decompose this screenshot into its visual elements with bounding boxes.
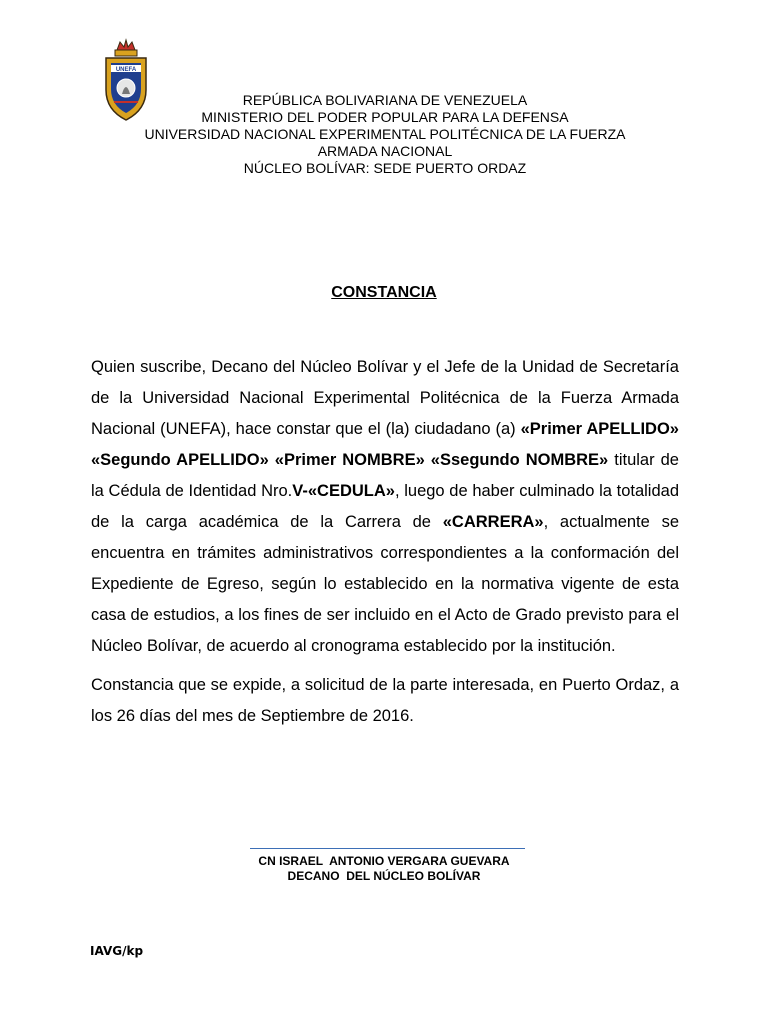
body-text-segment: Quien suscribe, Decano del Núcleo Bolívar y el Jefe de la Unidad de Secretaría de la Universidad Nacional Experimental Politécnica de la Fuerza Armada Nacional (UNEFA), hace constar que el (la) ciudadano (a) xyxy=(91,358,679,438)
document-body xyxy=(91,352,679,732)
header-line-5: NÚCLEO BOLÍVAR: SEDE PUERTO ORDAZ xyxy=(243,160,527,176)
body-paragraph-1 xyxy=(91,352,679,662)
field-cedula: V-«CEDULA» xyxy=(292,482,395,500)
signatory-position: DECANO DEL NÚCLEO BOLÍVAR xyxy=(287,869,481,883)
signature-block xyxy=(200,854,568,884)
body-text-segment: titular de la Cédula de Identidad Nro. xyxy=(91,451,679,500)
crown-top xyxy=(117,40,135,50)
field-primer-nombre: «Primer NOMBRE» xyxy=(274,451,425,469)
header-line-4: ARMADA NACIONAL xyxy=(317,143,453,159)
logo-text: UNEFA xyxy=(115,67,137,73)
field-primer-apellido: «Primer APELLIDO» xyxy=(520,420,679,438)
field-segundo-nombre: «Ssegundo NOMBRE» xyxy=(430,451,609,469)
header-line-2: MINISTERIO DEL PODER POPULAR PARA LA DEFENSA xyxy=(201,109,569,125)
header-line-1: REPÚBLICA BOLIVARIANA DE VENEZUELA xyxy=(242,92,528,108)
signature-line xyxy=(250,848,525,849)
body-text-segment: , actualmente se encuentra en trámites administrativos correspondientes a la conformación del Expediente de Egreso, según lo establecido en la normativa vigente de esta casa de estudios, a los fines de ser incluido en el Acto de Grado previsto para el Núcleo Bolívar, de acuerdo al cronograma establecido por la institución. xyxy=(91,513,679,655)
field-carrera: «CARRERA» xyxy=(442,513,544,531)
institution-header xyxy=(60,92,710,177)
signatory-name: CN ISRAEL ANTONIO VERGARA GUEVARA xyxy=(258,854,510,868)
body-text-segment: , luego de haber culminado la totalidad de la carga académica de la Carrera de xyxy=(91,482,679,531)
header-line-3: UNIVERSIDAD NACIONAL EXPERIMENTAL POLITÉCNICA DE LA FUERZA xyxy=(144,126,626,142)
body-paragraph-2: Constancia que se expide, a solicitud de la parte interesada, en Puerto Ordaz, a los 26 días del mes de Septiembre de 2016. xyxy=(91,676,679,725)
document-title: CONSTANCIA xyxy=(331,284,437,301)
reference-initials: IAVG/kp xyxy=(90,944,144,958)
field-segundo-apellido: «Segundo APELLIDO» xyxy=(91,451,269,469)
crown-base xyxy=(115,50,137,56)
